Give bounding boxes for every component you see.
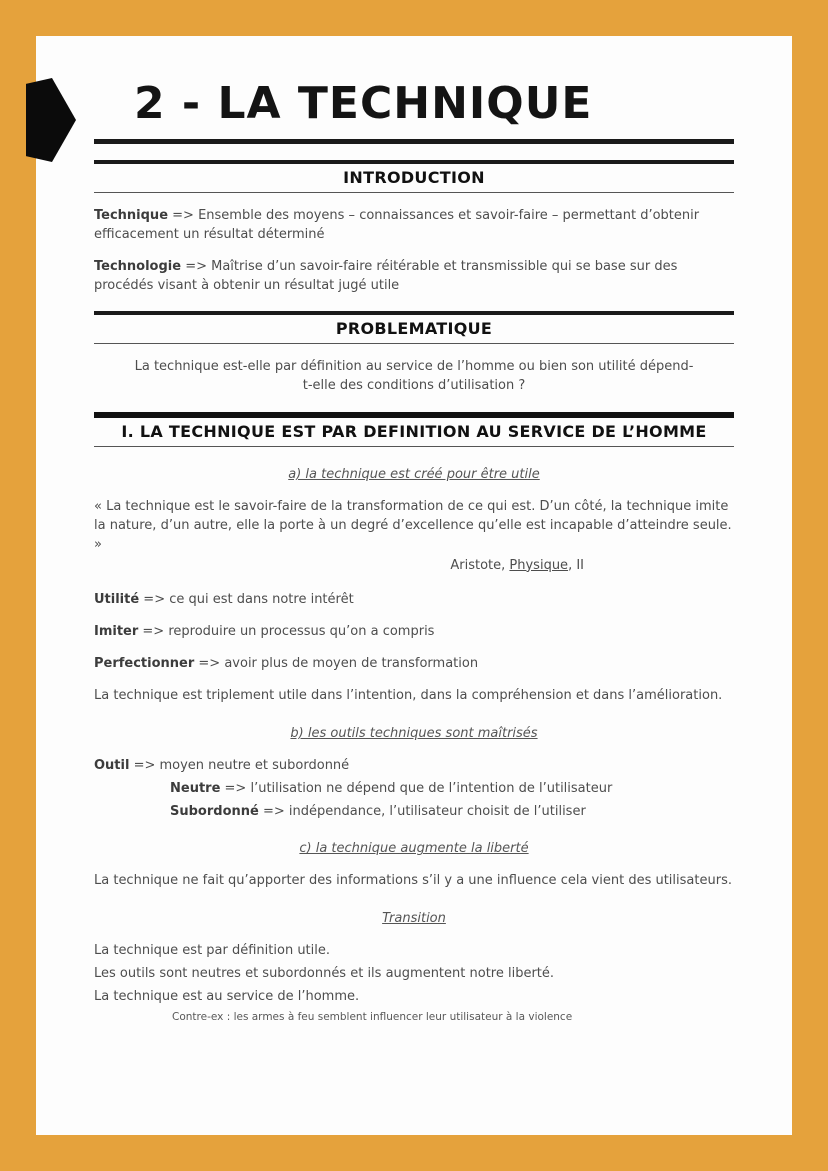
definition-technique — [94, 207, 734, 245]
definition-term: Technique — [94, 208, 169, 223]
definition-text: => ce qui est dans notre intérêt — [139, 592, 354, 608]
definition-term: Subordonné — [170, 803, 259, 819]
page-title: 2 - LA TECHNIQUE — [134, 78, 593, 129]
definition-utilite — [94, 591, 734, 610]
definition-term: Neutre — [170, 780, 221, 796]
section-heading: PROBLEMATIQUE — [335, 319, 493, 339]
aristote-quote: « La technique est le savoir-faire de la transformation de ce qui est. D’un côté, la technique imite la nature, d’un autre, elle la porte à un degré d’excellence qu’elle est incapable d’atteindre seule. » — [94, 499, 732, 552]
subsection-b-heading: b) les outils techniques sont maîtrisés — [290, 725, 538, 741]
definition-imiter — [94, 623, 734, 642]
subsection-a-heading: a) la technique est créé pour être utile — [288, 467, 540, 483]
definition-text: => moyen neutre et subordonné — [129, 757, 350, 773]
document-page — [36, 36, 792, 1135]
transition-block — [94, 942, 734, 1007]
section-header-part1 — [94, 412, 734, 447]
subsection-a-conclusion: La technique est triplement utile dans l’intention, dans la compréhension et dans l’amélioration. — [94, 687, 723, 703]
bookmark-icon — [26, 78, 76, 162]
subsection-c-heading: c) la technique augmente la liberté — [299, 841, 529, 857]
attribution-suffix: , II — [568, 557, 584, 573]
attribution-author: Aristote, — [450, 557, 510, 573]
definition-outil — [94, 757, 734, 776]
quote-attribution — [94, 557, 734, 576]
transition-heading: Transition — [382, 911, 446, 927]
attribution-work-title: Physique — [509, 557, 569, 573]
problematique-text: La technique est-elle par définition au service de l’homme ou bien son utilité dépend-t-elle des conditions d’utilisation ? — [134, 359, 694, 394]
transition-line: La technique est par définition utile. — [94, 943, 331, 959]
definition-text: => Ensemble des moyens – connaissances et savoir-faire – permettant d’obtenir efficacement un résultat déterminé — [94, 208, 700, 242]
transition-line: La technique est au service de l’homme. — [94, 988, 360, 1004]
transition-line: Les outils sont neutres et subordonnés et ils augmentent notre liberté. — [94, 966, 555, 982]
definition-term: Technologie — [94, 258, 182, 274]
definition-term: Outil — [94, 757, 130, 773]
section-header-problematique — [94, 311, 734, 344]
definition-text: => Maîtrise d’un savoir-faire réitérable et transmissible qui se base sur des procédés visant à obtenir un résultat jugé utile — [94, 258, 678, 293]
section-header-introduction — [94, 160, 734, 193]
definition-text: => reproduire un processus qu’on a compris — [138, 624, 435, 640]
section-heading: I. LA TECHNIQUE EST PAR DEFINITION AU SERVICE DE L’HOMME — [121, 422, 707, 442]
definition-term: Imiter — [94, 624, 139, 640]
definition-technologie — [94, 258, 734, 296]
definition-subordonne — [170, 803, 734, 822]
definition-neutre — [170, 780, 734, 799]
definition-term: Utilité — [94, 592, 140, 608]
definition-text: => l’utilisation ne dépend que de l’intention de l’utilisateur — [220, 780, 613, 796]
definition-text: => avoir plus de moyen de transformation — [194, 656, 479, 672]
title-divider — [94, 139, 734, 144]
counter-example-note: Contre-ex : les armes à feu semblent influencer leur utilisateur à la violence — [172, 1010, 573, 1023]
section-heading: INTRODUCTION — [343, 168, 485, 187]
definition-text: => indépendance, l’utilisateur choisit de l’utiliser — [258, 803, 586, 819]
definition-term: Perfectionner — [94, 656, 195, 672]
definition-perfectionner — [94, 655, 734, 674]
subsection-c-text: La technique ne fait qu’apporter des informations s’il y a une influence cela vient des utilisateurs. — [94, 873, 732, 889]
